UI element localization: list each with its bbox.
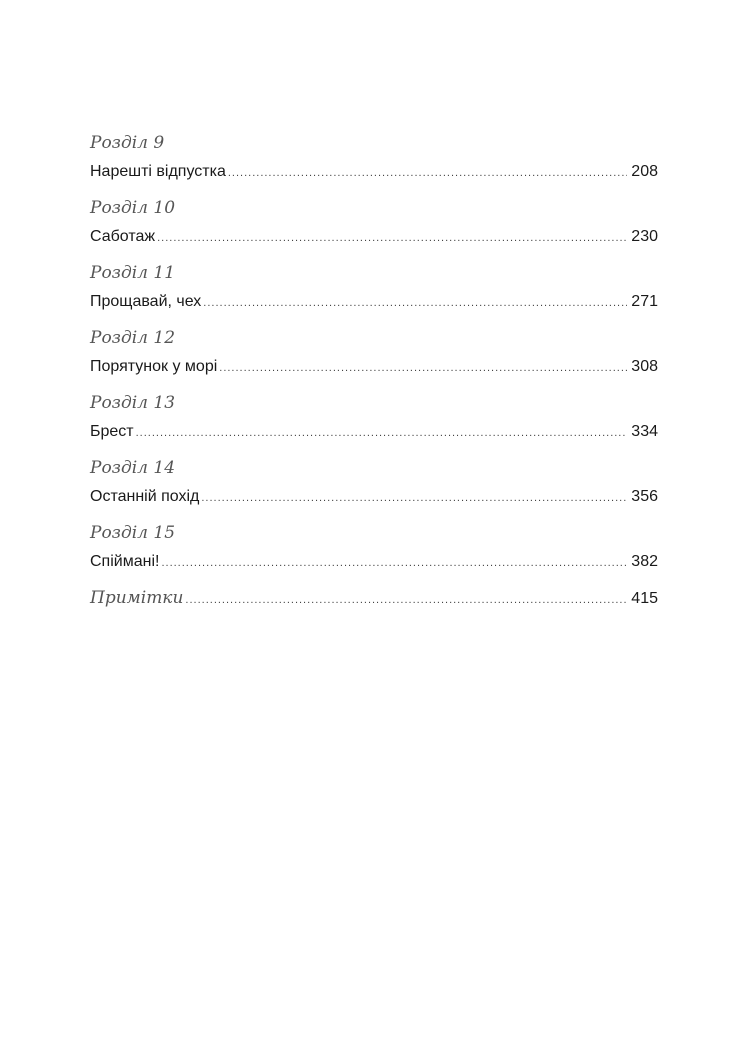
- entry-title: Порятунок у морі: [90, 358, 218, 375]
- dot-leader: [228, 157, 627, 189]
- chapter-heading: Розділ 10: [90, 198, 176, 218]
- entry-title: Спіймані!: [90, 553, 160, 570]
- page-number: 308: [631, 358, 658, 375]
- page-number: 334: [631, 423, 658, 440]
- chapter-heading: Розділ 9: [90, 133, 165, 153]
- toc-entry[interactable]: [90, 156, 658, 188]
- chapter-heading: Розділ 15: [90, 523, 176, 543]
- dot-leader: [136, 417, 628, 449]
- page-number: 271: [631, 293, 658, 310]
- page-number: 382: [631, 553, 658, 570]
- entry-title: Саботаж: [90, 228, 156, 245]
- chapter-heading: Розділ 11: [90, 263, 176, 283]
- chapter-heading: Розділ 12: [90, 328, 176, 348]
- toc-entry[interactable]: [90, 546, 658, 578]
- entry-title: Нарешті відпустка: [90, 163, 226, 180]
- dot-leader: [185, 584, 627, 616]
- page-number: 230: [631, 228, 658, 245]
- entry-title: Брест: [90, 423, 134, 440]
- toc-entry[interactable]: [90, 221, 658, 253]
- entry-title: Прощавай, чех: [90, 293, 202, 310]
- table-of-contents: [90, 130, 658, 614]
- toc-entry[interactable]: [90, 286, 658, 318]
- dot-leader: [157, 222, 627, 254]
- notes-entry[interactable]: [90, 582, 658, 614]
- dot-leader: [161, 547, 627, 579]
- toc-entry[interactable]: [90, 416, 658, 448]
- toc-entry[interactable]: [90, 481, 658, 513]
- page-number: 415: [631, 590, 658, 607]
- notes-title: Примітки: [90, 588, 184, 608]
- page-number: 208: [631, 163, 658, 180]
- chapter-heading: Розділ 14: [90, 458, 176, 478]
- entry-title: Останній похід: [90, 488, 200, 505]
- dot-leader: [219, 352, 627, 384]
- chapter-heading: Розділ 13: [90, 393, 176, 413]
- dot-leader: [201, 482, 627, 514]
- toc-entry[interactable]: [90, 351, 658, 383]
- dot-leader: [203, 287, 627, 319]
- page-number: 356: [631, 488, 658, 505]
